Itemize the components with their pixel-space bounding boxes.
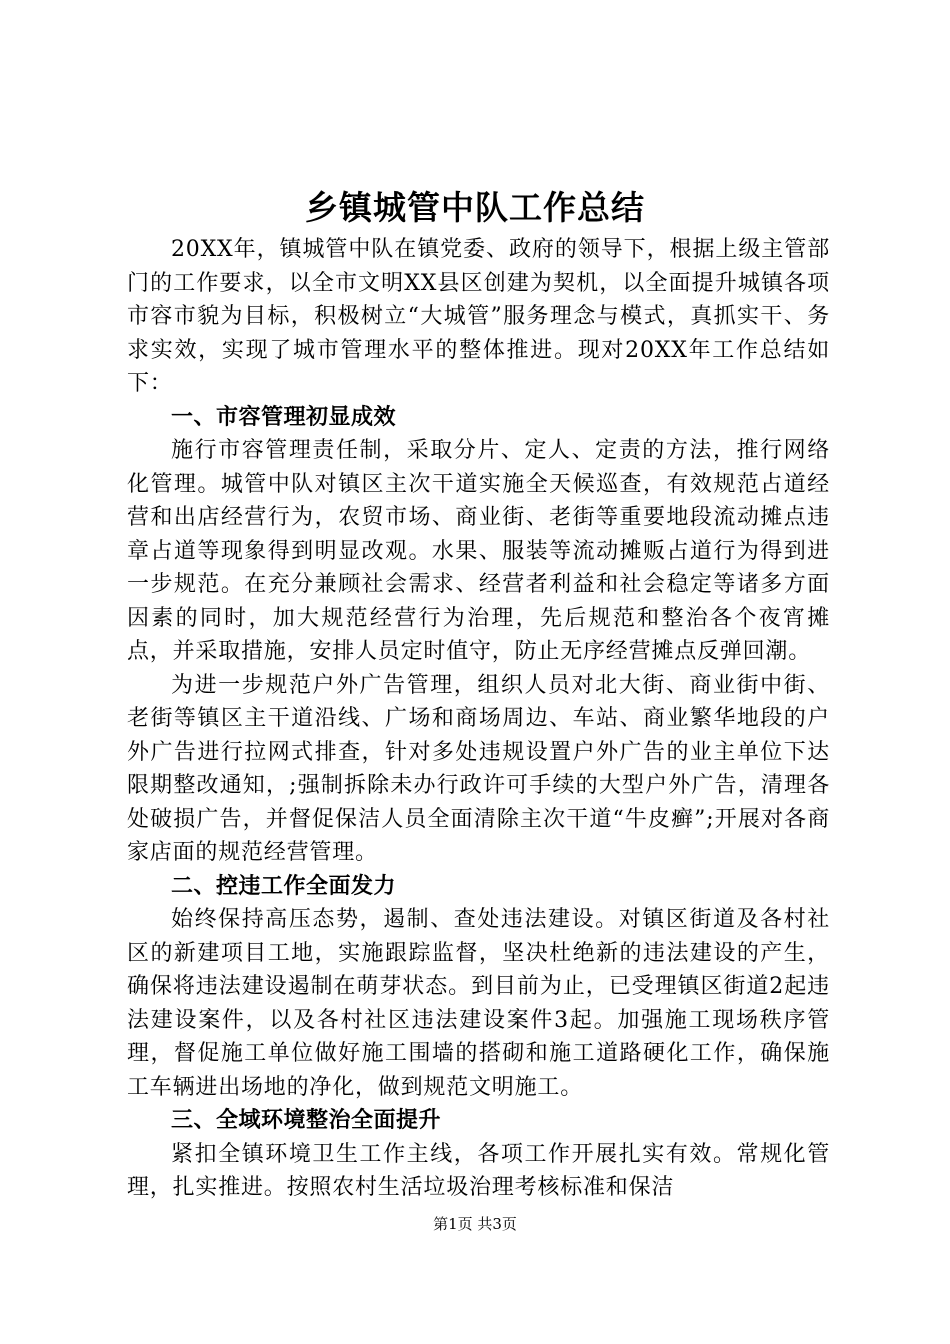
section-heading-2: 二、控违工作全面发力 — [171, 873, 397, 899]
intro-paragraph: 20XX年，镇城管中队在镇党委、政府的领导下，根据上级主管部门的工作要求，以全市文明XX县区创建为契机，以全面提升城镇各项市容市貌为目标，积极树立“大城管”服务理念与模式，真抓实干、务求实效，实现了城市管理水平的整体推进。现对20XX年工作总结如下： — [127, 237, 830, 396]
page-footer: 第1页 共3页 — [433, 1215, 517, 1233]
section-1-paragraph-1: 施行市容管理责任制，采取分片、定人、定责的方法，推行网络化管理。城管中队对镇区主次干道实施全天候巡查，有效规范占道经营和出店经营行为，农贸市场、商业街、老街等重要地段流动摊点违章占道等现象得到明显改观。水果、服装等流动摊贩占道行为得到进一步规范。在充分兼顾社会需求、经营者利益和社会稳定等诸多方面因素的同时，加大规范经营行为治理，先后规范和整治各个夜宵摊点，并采取措施，安排人员定时值守，防止无序经营摊点反弹回潮。 — [127, 438, 830, 664]
section-3-paragraph-1: 紧扣全镇环境卫生工作主线，各项工作开展扎实有效。常规化管理，扎实推进。按照农村生活垃圾治理考核标准和保洁 — [127, 1141, 830, 1200]
section-heading-1: 一、市容管理初显成效 — [171, 404, 397, 430]
document-title: 乡镇城管中队工作总结 — [305, 188, 645, 227]
section-2-paragraph-1: 始终保持高压态势，遏制、查处违法建设。对镇区街道及各村社区的新建项目工地，实施跟踪监督，坚决杜绝新的违法建设的产生，确保将违法建设遏制在萌芽状态。到目前为止，已受理镇区街道2起违法建设案件，以及各村社区违法建设案件3起。加强施工现场秩序管理，督促施工单位做好施工围墙的搭砌和施工道路硬化工作，确保施工车辆进出场地的净化，做到规范文明施工。 — [127, 907, 830, 1100]
document-body — [127, 233, 830, 1205]
section-1-paragraph-2: 为进一步规范户外广告管理，组织人员对北大街、商业街中街、老街等镇区主干道沿线、广场和商场周边、车站、商业繁华地段的户外广告进行拉网式排查，针对多处违规设置户外广告的业主单位下达限期整改通知，;强制拆除未办行政许可手续的大型户外广告，清理各处破损广告，并督促保洁人员全面清除主次干道“牛皮癣”;开展对各商家店面的规范经营管理。 — [127, 672, 830, 865]
section-heading-3: 三、全域环境整治全面提升 — [171, 1108, 442, 1133]
